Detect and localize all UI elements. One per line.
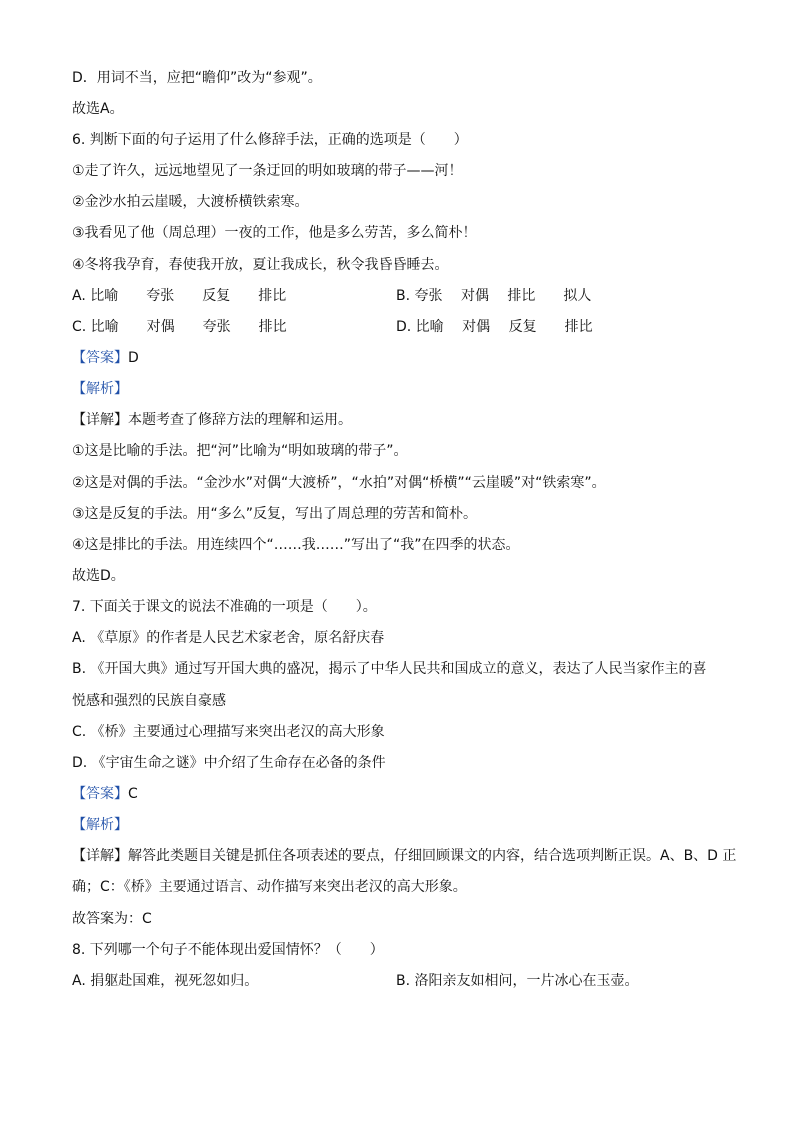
selection-line: 故答案为：C xyxy=(72,911,152,927)
selection-line: 故选A。 xyxy=(72,101,124,117)
question-7-option-a: A. 《草原》的作者是人民艺术家老舍，原名舒庆春 xyxy=(72,630,385,646)
analysis-tag: 【解析】 xyxy=(72,381,128,397)
question-7-option-b-cont: 悦感和强烈的民族自豪感 xyxy=(72,693,226,709)
question-6-sentence-4: ④冬将我孕育，春使我开放，夏让我成长，秋令我昏昏睡去。 xyxy=(72,257,449,273)
detail-line xyxy=(72,846,737,866)
question-6-option-a: A. 比喻 夸张 反复 排比 xyxy=(72,288,287,304)
answer-line xyxy=(72,784,138,804)
explanation-line: D．用词不当，应把“瞻仰”改为“参观”。 xyxy=(72,70,322,86)
detail-tag: 【详解】 xyxy=(72,412,128,428)
answer-tag: 【答案】 xyxy=(72,786,128,802)
question-6-stem: 6. 判断下面的句子运用了什么修辞手法，正确的选项是（ ） xyxy=(72,132,468,148)
detail-text: 解答此类题目关键是抓住各项表述的要点，仔细回顾课文的内容，结合选项判断正误。A、B、D 正 xyxy=(128,848,737,864)
question-6-option-d: D. 比喻 对偶 反复 排比 xyxy=(396,319,593,335)
explanation-item-4: ④这是排比的手法。用连续四个“……我……”写出了“我”在四季的状态。 xyxy=(72,537,520,553)
detail-text: 本题考查了修辞方法的理解和运用。 xyxy=(128,412,352,428)
question-7-stem: 7. 下面关于课文的说法不准确的一项是（ ）。 xyxy=(72,599,377,615)
detail-line xyxy=(72,410,352,430)
answer-line xyxy=(72,348,139,368)
question-6-option-b: B. 夸张 对偶 排比 拟人 xyxy=(396,288,592,304)
analysis-tag: 【解析】 xyxy=(72,817,128,833)
answer-tag: 【答案】 xyxy=(72,350,128,366)
question-8-option-a: A. 捐躯赴国难，视死忽如归。 xyxy=(72,973,259,989)
explanation-item-1: ①这是比喻的手法。把“河”比喻为“明如玻璃的带子”。 xyxy=(72,443,408,459)
question-7-option-b: B. 《开国大典》通过写开国大典的盛况，揭示了中华人民共和国成立的意义，表达了人民当家作主的喜 xyxy=(72,661,707,677)
answer-value: C xyxy=(128,786,138,802)
detail-tag: 【详解】 xyxy=(72,848,128,864)
question-8-stem: 8. 下列哪一个句子不能体现出爱国情怀？（ ） xyxy=(72,942,384,958)
question-7-option-c: C. 《桥》主要通过心理描写来突出老汉的高大形象 xyxy=(72,724,385,740)
selection-line: 故选D。 xyxy=(72,568,125,584)
question-6-sentence-3: ③我看见了他（周总理）一夜的工作，他是多么劳苦，多么简朴！ xyxy=(72,225,477,241)
question-6-option-c: C. 比喻 对偶 夸张 排比 xyxy=(72,319,287,335)
question-6-sentence-2: ②金沙水拍云崖暖，大渡桥横铁索寒。 xyxy=(72,194,309,210)
question-6-sentence-1: ①走了许久，远远地望见了一条迂回的明如玻璃的带子——河！ xyxy=(72,163,463,179)
question-7-option-d: D. 《宇宙生命之谜》中介绍了生命存在必备的条件 xyxy=(72,755,386,771)
detail-line-cont: 确；C：《桥》主要通过语言、动作描写来突出老汉的高大形象。 xyxy=(72,879,467,895)
question-8-option-b: B. 洛阳亲友如相问，一片冰心在玉壶。 xyxy=(396,973,639,989)
explanation-item-3: ③这是反复的手法。用“多么”反复，写出了周总理的劳苦和简朴。 xyxy=(72,506,478,522)
explanation-item-2: ②这是对偶的手法。“金沙水”对偶“大渡桥”，“水拍”对偶“桥横”“云崖暖”对“铁索寒”。 xyxy=(72,475,606,491)
answer-value: D xyxy=(128,350,139,366)
